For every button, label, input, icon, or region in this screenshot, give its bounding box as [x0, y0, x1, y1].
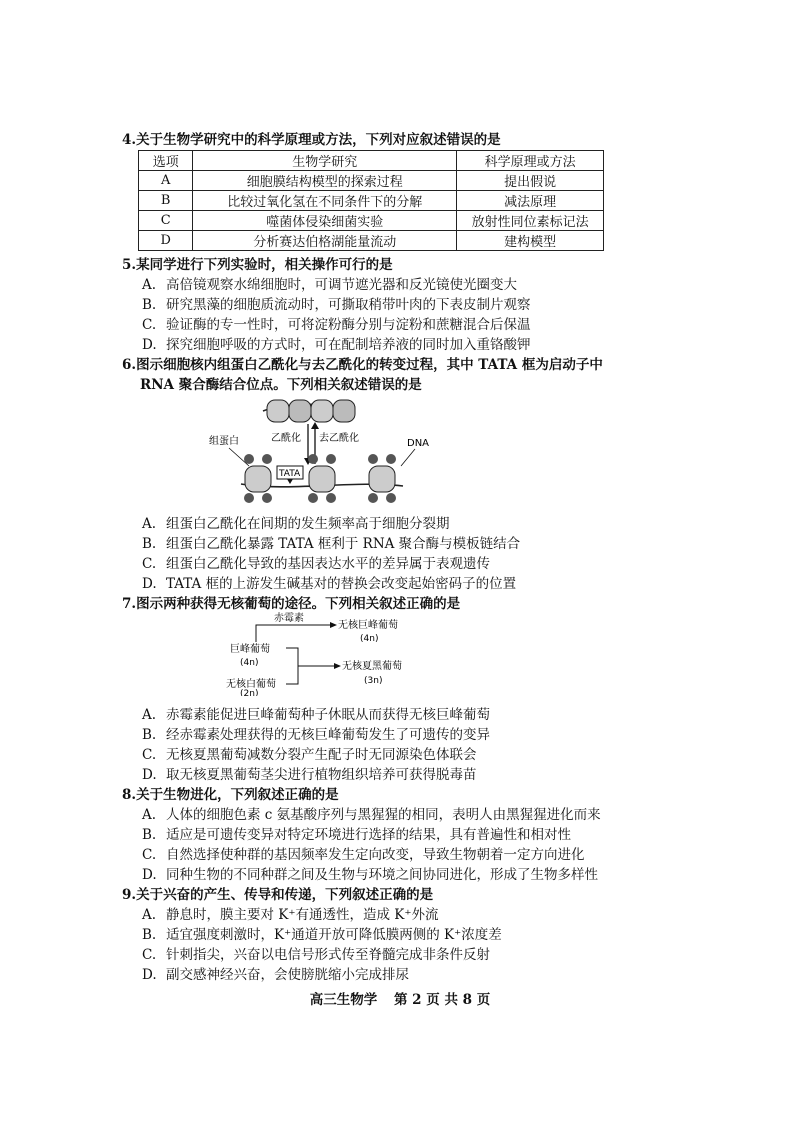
question-6-line-1: 6.图示细胞核内组蛋白乙酰化与去乙酰化的转变过程，其中 TATA 框为启动子中 — [122, 357, 603, 373]
table-cell: C — [139, 211, 193, 231]
question-8-stem: 8.关于生物进化，下列叙述正确的是 — [122, 787, 339, 803]
option-label: D. — [142, 967, 157, 983]
question-5-stem: 5.某同学进行下列实验时，相关操作可行的是 — [122, 257, 393, 273]
tata-box — [277, 466, 303, 484]
option-label: C. — [142, 747, 157, 763]
option-item — [142, 905, 439, 925]
option-item — [142, 534, 520, 554]
option-text: 静息时，膜主要对 K⁺有通透性，造成 K⁺外流 — [166, 907, 439, 923]
gibberellin-label: 赤霉素 — [274, 613, 304, 624]
question-6-emphasis: 错误 — [367, 377, 395, 393]
histone-acetylation-diagram — [205, 394, 445, 506]
histone-label: 组蛋白 — [209, 436, 239, 447]
footer-page-number: 第 2 页 共 8 页 — [393, 992, 491, 1008]
question-4-stem-suffix: 的是 — [473, 132, 501, 148]
dna-label: DNA — [407, 438, 430, 449]
option-item — [142, 315, 531, 335]
option-text: 取无核夏黑葡萄茎尖进行植物组织培养可获得脱毒苗 — [166, 767, 477, 783]
table-cell: 提出假说 — [457, 171, 604, 191]
question-4-stem-text: 4.关于生物学研究中的科学原理或方法，下列对应叙述 — [122, 132, 447, 148]
table-cell: 建构模型 — [457, 231, 604, 251]
table-cell: 细胞膜结构模型的探索过程 — [193, 171, 457, 191]
table-cell: D — [139, 231, 193, 251]
option-label: C. — [142, 556, 157, 572]
option-label: D. — [142, 867, 157, 883]
table-cell: 放射性同位素标记法 — [457, 211, 604, 231]
option-text: 组蛋白乙酰化暴露 TATA 框利于 RNA 聚合酶与模板链结合 — [166, 536, 521, 552]
option-label: C. — [142, 847, 157, 863]
condensed-chromatin — [263, 400, 355, 422]
seedless-summer-ploidy: (3n) — [364, 676, 383, 686]
option-text: 适宜强度刺激时，K⁺通道开放可降低膜两侧的 K⁺浓度差 — [166, 927, 502, 943]
option-label: C. — [142, 947, 157, 963]
option-item — [142, 574, 516, 594]
question-4-stem — [122, 130, 622, 150]
question-6-line-2-text: RNA 聚合酶结合位点。下列相关叙述 — [140, 377, 368, 393]
option-label: B. — [142, 727, 157, 743]
option-item — [142, 275, 517, 295]
option-text: 副交感神经兴奋，会使膀胱缩小完成排尿 — [166, 967, 409, 983]
seedless-kyoho-label: 无核巨峰葡萄 — [338, 620, 398, 631]
option-item — [142, 845, 585, 865]
table-header-cell: 科学原理或方法 — [457, 151, 604, 171]
option-label: D. — [142, 576, 157, 592]
seedless-white-label: 无核白葡萄 — [226, 679, 276, 690]
option-label: A. — [142, 907, 157, 923]
table-cell: 噬菌体侵染细菌实验 — [193, 211, 457, 231]
option-item — [142, 765, 477, 785]
option-item — [142, 945, 490, 965]
option-label: A. — [142, 807, 157, 823]
option-text: TATA 框的上游发生碱基对的替换会改变起始密码子的位置 — [166, 576, 517, 592]
open-chromatin — [241, 454, 403, 503]
option-item — [142, 805, 601, 825]
table-row — [139, 211, 604, 231]
question-4-table — [138, 150, 604, 251]
option-text: 组蛋白乙酰化在间期的发生频率高于细胞分裂期 — [166, 516, 450, 532]
option-text: 针刺指尖，兴奋以电信号形式传至脊髓完成非条件反射 — [166, 947, 490, 963]
option-text: 经赤霉素处理获得的无核巨峰葡萄发生了可遗传的变异 — [166, 727, 490, 743]
option-text: 验证酶的专一性时，可将淀粉酶分别与淀粉和蔗糖混合后保温 — [166, 317, 531, 333]
option-item — [142, 925, 502, 945]
option-item — [142, 725, 490, 745]
acetylation-label: 乙酰化 — [271, 433, 301, 444]
option-text: 适应是可遗传变异对特定环境进行选择的结果，具有普遍性和相对性 — [166, 827, 571, 843]
option-label: A. — [142, 516, 157, 532]
tata-label: TATA — [279, 469, 301, 479]
option-label: D. — [142, 767, 157, 783]
option-item — [142, 554, 490, 574]
option-label: B. — [142, 536, 157, 552]
option-text: 赤霉素能促进巨峰葡萄种子休眠从而获得无核巨峰葡萄 — [166, 707, 490, 723]
deacetylation-label: 去乙酰化 — [319, 433, 359, 444]
table-cell: B — [139, 191, 193, 211]
question-6-line-2 — [122, 375, 622, 395]
option-text: 无核夏黑葡萄减数分裂产生配子时无同源染色体联会 — [166, 747, 477, 763]
table-header-row — [139, 151, 604, 171]
table-row — [139, 231, 604, 251]
option-item — [142, 965, 409, 985]
option-label: A. — [142, 277, 157, 293]
question-6-stem — [122, 355, 622, 395]
question-7-stem: 7.图示两种获得无核葡萄的途径。下列相关叙述正确的是 — [122, 596, 461, 612]
table-cell: 分析赛达伯格湖能量流动 — [193, 231, 457, 251]
option-label: C. — [142, 317, 157, 333]
option-text: 探究细胞呼吸的方式时，可在配制培养液的同时加入重铬酸钾 — [166, 337, 531, 353]
option-text: 同种生物的不同种群之间及生物与环境之间协同进化，形成了生物多样性 — [166, 867, 598, 883]
seedless-kyoho-ploidy: (4n) — [360, 634, 379, 644]
option-item — [142, 865, 598, 885]
table-row — [139, 171, 604, 191]
option-label: D. — [142, 337, 157, 353]
table-row — [139, 191, 604, 211]
question-4-emphasis: 错误 — [446, 132, 474, 148]
option-item — [142, 825, 571, 845]
footer-subject: 高三生物学 — [309, 992, 378, 1008]
question-9-stem: 9.关于兴奋的产生、传导和传递，下列叙述正确的是 — [122, 887, 434, 903]
option-text: 人体的细胞色素 c 氨基酸序列与黑猩猩的相同，表明人由黑猩猩进化而来 — [166, 807, 601, 823]
kyoho-label: 巨峰葡萄 — [230, 644, 270, 655]
option-label: A. — [142, 707, 157, 723]
option-text: 组蛋白乙酰化导致的基因表达水平的差异属于表观遗传 — [166, 556, 490, 572]
option-text: 研究黑藻的细胞质流动时，可撕取稍带叶肉的下表皮制片观察 — [166, 297, 531, 313]
table-cell: 比较过氧化氢在不同条件下的分解 — [193, 191, 457, 211]
question-6-stem-suffix: 的是 — [394, 377, 422, 393]
option-label: B. — [142, 927, 157, 943]
seedless-summer-label: 无核夏黑葡萄 — [342, 661, 402, 672]
option-text: 高倍镜观察水绵细胞时，可调节遮光器和反光镜使光圈变大 — [166, 277, 517, 293]
seedless-white-ploidy: (2n) — [240, 689, 259, 696]
table-cell: 减法原理 — [457, 191, 604, 211]
option-item — [142, 705, 490, 725]
kyoho-ploidy: (4n) — [240, 658, 259, 668]
option-label: B. — [142, 827, 157, 843]
seedless-grape-pathway-diagram — [220, 612, 420, 696]
option-item — [142, 514, 450, 534]
table-cell: A — [139, 171, 193, 191]
option-text: 自然选择使种群的基因频率发生定向改变，导致生物朝着一定方向进化 — [166, 847, 585, 863]
option-item — [142, 295, 531, 315]
table-header-cell: 选项 — [139, 151, 193, 171]
option-label: B. — [142, 297, 157, 313]
option-item — [142, 745, 477, 765]
table-header-cell: 生物学研究 — [193, 151, 457, 171]
page-footer — [0, 988, 800, 1008]
option-item — [142, 335, 531, 355]
